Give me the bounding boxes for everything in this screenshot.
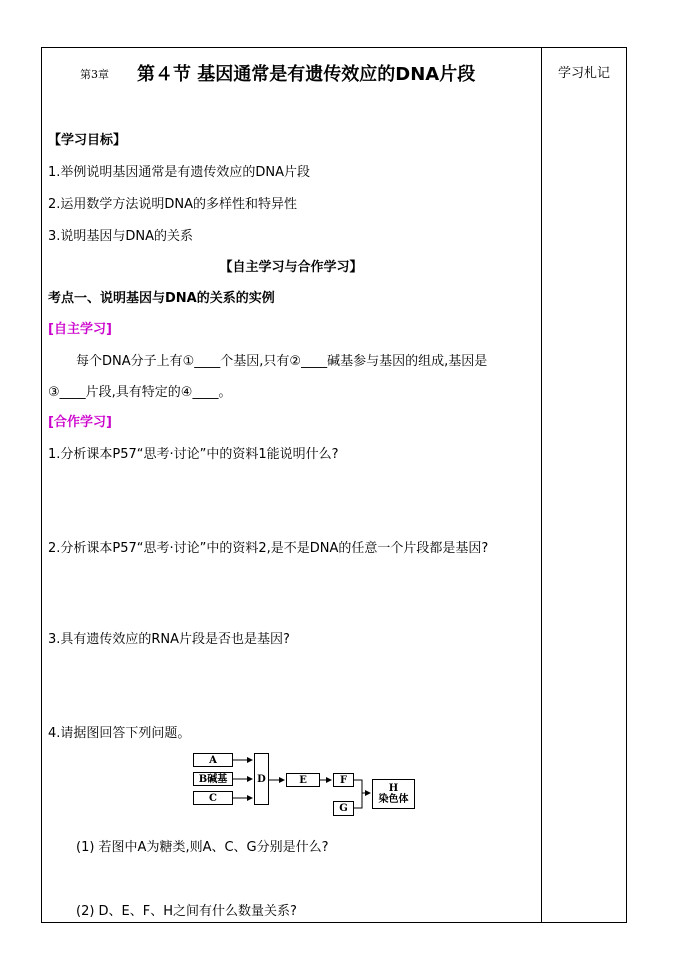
sub-question-1: (1) 若图中A为糖类,则A、C、G分别是什么?: [76, 840, 329, 855]
self-study-line-1: 每个DNA分子上有①____个基因,只有②____碱基参与基因的组成,基因是: [76, 354, 488, 369]
box-g: G: [333, 801, 354, 816]
objectives-heading: 【学习目标】: [48, 133, 127, 148]
topic-heading: 考点一、说明基因与DNA的关系的实例: [48, 291, 275, 306]
box-d: D: [254, 753, 269, 805]
box-c: C: [193, 791, 233, 805]
sub-question-2: (2) D、E、F、H之间有什么数量关系?: [76, 904, 297, 919]
self-study-line-2: ③____片段,具有特定的④____。: [48, 385, 232, 400]
gene-relationship-diagram: [190, 750, 420, 824]
box-h: [372, 779, 415, 809]
chapter-label: 第3章: [80, 68, 109, 81]
question-2: 2.分析课本P57“思考·讨论”中的资料2,是不是DNA的任意一个片段都是基因?: [48, 541, 489, 556]
section-title: 第４节 基因通常是有遗传效应的DNA片段: [137, 64, 476, 85]
study-section-heading: 【自主学习与合作学习】: [219, 260, 363, 275]
question-3: 3.具有遗传效应的RNA片段是否也是基因?: [48, 632, 290, 647]
cooperative-label: [合作学习]: [48, 415, 112, 430]
box-b: B碱基: [193, 772, 233, 786]
objective-item-1: 1.举例说明基因通常是有遗传效应的DNA片段: [48, 165, 311, 180]
box-h-letter: H: [388, 783, 399, 794]
question-1: 1.分析课本P57“思考·讨论”中的资料1能说明什么?: [48, 447, 339, 462]
box-e: E: [286, 773, 320, 787]
column-divider: [541, 47, 542, 923]
notes-column-title: 学习札记: [557, 66, 610, 81]
objective-item-2: 2.运用数学方法说明DNA的多样性和特异性: [48, 197, 298, 212]
box-h-label: 染色体: [378, 794, 409, 805]
self-study-label: [自主学习]: [48, 322, 112, 337]
box-a: A: [193, 753, 233, 767]
box-f: F: [333, 773, 354, 787]
question-4: 4.请据图回答下列问题。: [48, 726, 191, 741]
objective-item-3: 3.说明基因与DNA的关系: [48, 229, 194, 244]
